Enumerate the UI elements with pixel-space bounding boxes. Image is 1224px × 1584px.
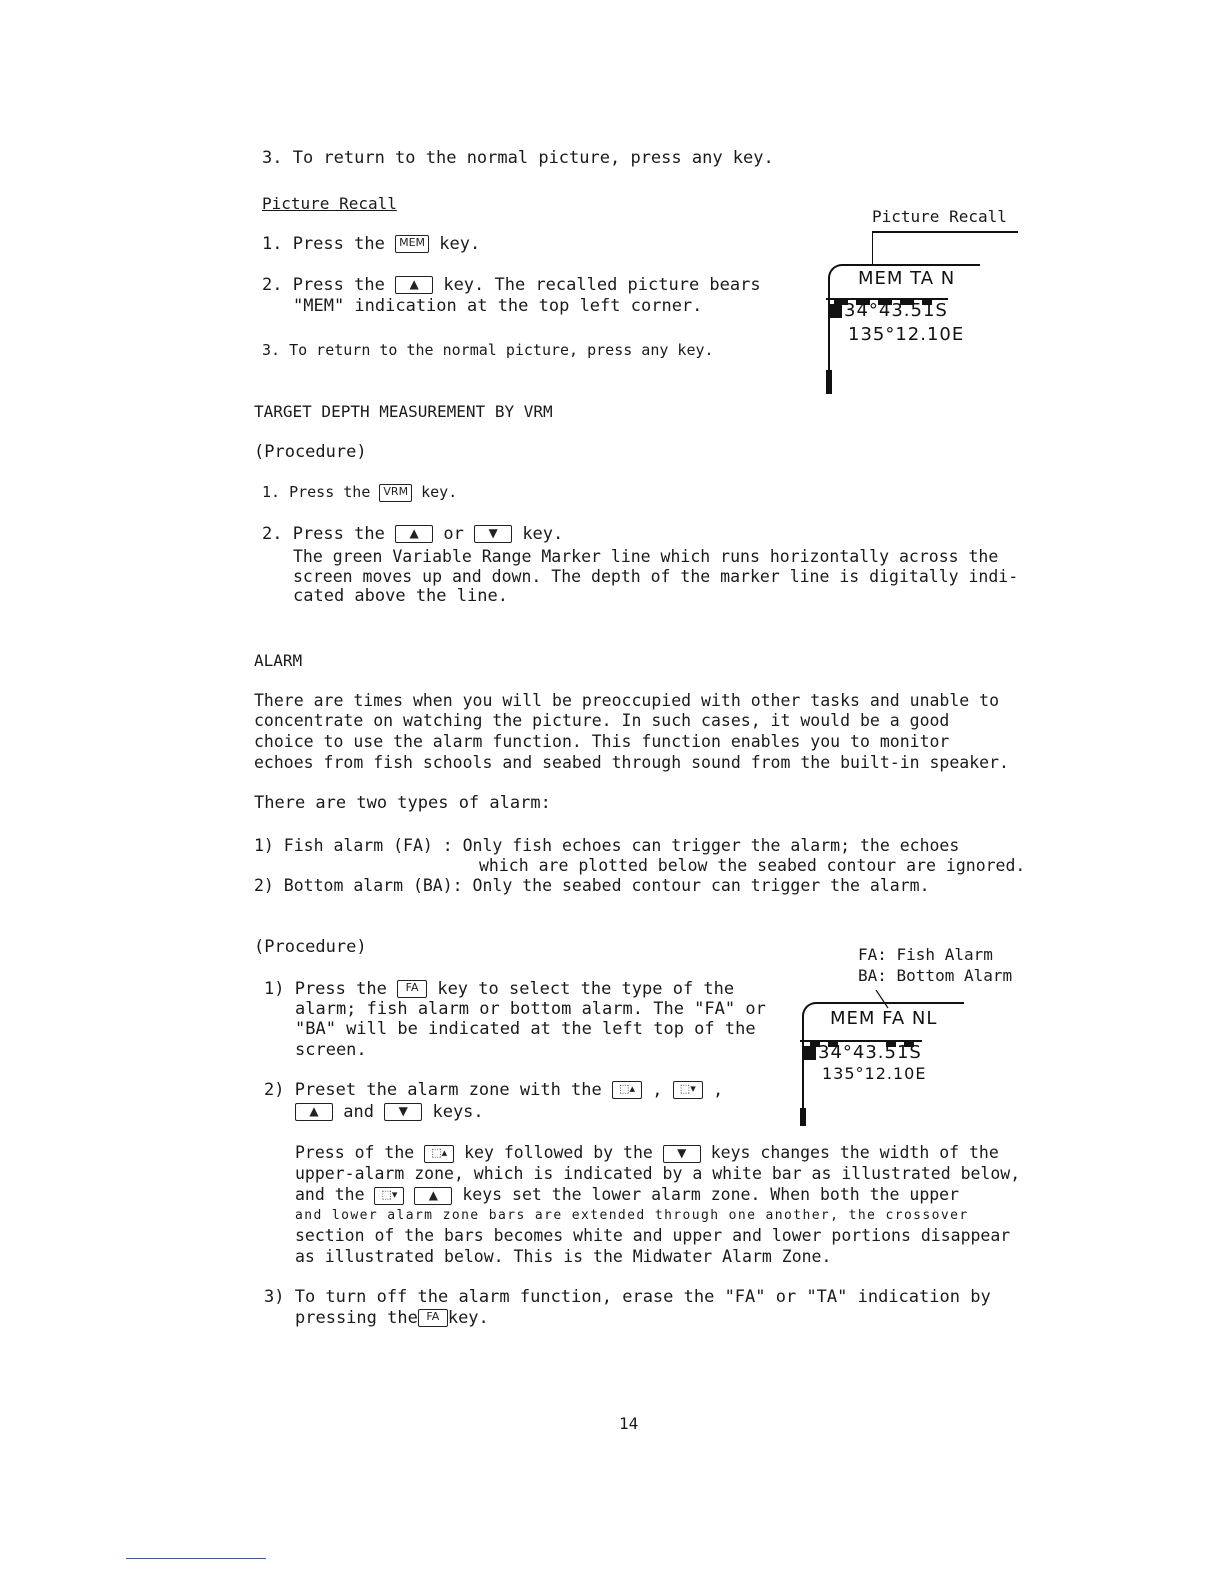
footer-rule [126, 1558, 266, 1559]
alarm-proc-step2 [264, 1080, 723, 1101]
zone-down-key-icon: ⬚▾ [673, 1081, 703, 1099]
step-text: 1. Press the [262, 483, 371, 501]
step-text: keys set the lower alarm zone. When both the upper [462, 1185, 960, 1204]
lcd-latitude [826, 298, 948, 321]
step-text: key. [522, 524, 564, 544]
picture-recall-step1 [262, 234, 480, 255]
fig-recall-lcd [820, 262, 980, 402]
lcd-longitude: 135°12.10E [848, 324, 965, 345]
step-text: 2) Preset the alarm zone with the [264, 1080, 602, 1100]
alarm-detail-line3 [295, 1184, 959, 1205]
target-depth-step2-line2: The green Variable Range Marker line which runs horizontally across the [293, 547, 999, 566]
alarm-proc-step1-line2: alarm; fish alarm or bottom alarm. The "FA" or [295, 999, 766, 1019]
alarm-para1-line1: There are times when you will be preoccupied with other tasks and unable to [254, 691, 1000, 710]
lcd-longitude: 135°12.10E [822, 1064, 927, 1083]
alarm-types-intro: There are two types of alarm: [254, 793, 551, 813]
alarm-detail-line2: upper-alarm zone, which is indicated by a white bar as illustrated below, [295, 1164, 1021, 1183]
step-text: keys. [432, 1102, 484, 1122]
picture-recall-heading: Picture Recall [262, 194, 397, 213]
target-depth-step2-line3: screen moves up and down. The depth of the marker line is digitally indi- [293, 567, 1019, 586]
alarm-proc-step2-line2 [295, 1102, 484, 1123]
lcd-depth-stub [800, 1108, 806, 1126]
lcd-title: MEM FA NL [830, 1008, 938, 1029]
up-key-icon: ▲ [395, 525, 433, 543]
lcd-marker [830, 304, 842, 318]
recall-intro-step3: 3. To return to the normal picture, press any key. [262, 148, 774, 168]
down-key-icon: ▼ [663, 1145, 701, 1163]
alarm-procedure: (Procedure) [254, 937, 367, 957]
alarm-proc-step1 [264, 979, 734, 1000]
alarm-para1-line4: echoes from fish schools and seabed through sound from the built-in speaker. [254, 753, 1009, 772]
fig-recall-label: Picture Recall [872, 207, 1007, 226]
zone-up-key-icon: ⬚▴ [612, 1081, 642, 1099]
target-depth-heading: TARGET DEPTH MEASUREMENT BY VRM [254, 402, 553, 421]
alarm-para1-line2: concentrate on watching the picture. In such cases, it would be a good [254, 711, 950, 730]
step-text: , [652, 1080, 663, 1100]
alarm-proc-step1-line4: screen. [295, 1040, 367, 1060]
alarm-proc-step1-line3: "BA" will be indicated at the left top of the [295, 1019, 756, 1039]
alarm-detail-line5: section of the bars becomes white and upper and lower portions disappear [295, 1226, 1011, 1245]
vrm-key-icon: VRM [379, 484, 412, 502]
alarm-type2: 2) Bottom alarm (BA): Only the seabed contour can trigger the alarm. [254, 876, 930, 895]
step-text: key. The recalled picture bears [443, 275, 761, 295]
alarm-detail-line1 [295, 1142, 999, 1163]
step-text: Press of the [295, 1143, 415, 1162]
target-depth-step2-line4: cated above the line. [293, 586, 508, 606]
fig-alarm-label2: BA: Bottom Alarm [858, 966, 1013, 985]
fa-key-icon: FA [397, 980, 427, 998]
step-text: key. [439, 234, 481, 254]
step-text: pressing the [295, 1308, 418, 1328]
alarm-detail-line4: and lower alarm zone bars are extended through one another, the crossover [295, 1208, 969, 1223]
down-key-icon: ▼ [384, 1103, 422, 1121]
down-key-icon: ▼ [474, 525, 512, 543]
step-text: and the [295, 1185, 365, 1204]
fig-recall-label-underline [872, 231, 1018, 233]
zone-up-key-icon: ⬚▴ [424, 1145, 454, 1163]
step-text: , [713, 1080, 724, 1100]
page-number: 14 [619, 1414, 639, 1433]
step-text: key. [421, 483, 458, 501]
mem-key-icon: MEM [395, 235, 429, 253]
step-text: key to select the type of the [437, 979, 735, 999]
step-text: or [443, 524, 464, 544]
lcd-alarm-bars [834, 290, 940, 296]
lcd-alarm-bars [810, 1032, 922, 1038]
alarm-para1-line3: choice to use the alarm function. This function enables you to monitor [254, 732, 950, 751]
step-text: key followed by the [464, 1143, 653, 1162]
zone-down-key-icon: ⬚▾ [374, 1187, 404, 1205]
step-text: key. [447, 1308, 489, 1328]
step-text: 2. Press the [262, 524, 385, 544]
fig-alarm-lcd [796, 990, 976, 1130]
step-text: 1. Press the [262, 234, 385, 254]
fig-alarm-label1: FA: Fish Alarm [858, 945, 993, 964]
up-key-icon: ▲ [414, 1187, 452, 1205]
lcd-latitude-value: 34°43.51S [818, 1042, 922, 1063]
step-text: 2. Press the [262, 275, 385, 295]
alarm-proc-step3: 3) To turn off the alarm function, erase the "FA" or "TA" indication by [264, 1287, 991, 1307]
lcd-latitude [800, 1040, 922, 1063]
alarm-heading: ALARM [254, 651, 303, 670]
up-key-icon: ▲ [395, 276, 433, 294]
lcd-depth-stub [826, 370, 832, 394]
alarm-proc-step3-line2 [295, 1308, 489, 1329]
picture-recall-step2-line2: "MEM" indication at the top left corner. [293, 296, 703, 316]
step-text: keys changes the width of the [710, 1143, 999, 1162]
step-text: 1) Press the [264, 979, 387, 999]
picture-recall-step3: 3. To return to the normal picture, press any key. [262, 341, 714, 359]
target-depth-step2 [262, 524, 563, 545]
target-depth-procedure: (Procedure) [254, 442, 367, 462]
picture-recall-step2 [262, 275, 761, 296]
alarm-type1-line1: 1) Fish alarm (FA) : Only fish echoes can trigger the alarm; the echoes [254, 836, 960, 855]
alarm-type1-line2: which are plotted below the seabed contour are ignored. [479, 856, 1026, 875]
target-depth-step1 [262, 482, 457, 503]
alarm-detail-line6: as illustrated below. This is the Midwater Alarm Zone. [295, 1247, 832, 1266]
lcd-marker [804, 1046, 816, 1060]
fa-key-icon: FA [418, 1309, 448, 1327]
lcd-title: MEM TA N [858, 268, 956, 289]
step-text: and [343, 1102, 374, 1122]
fig-recall-leader [872, 231, 873, 265]
up-key-icon: ▲ [295, 1103, 333, 1121]
lcd-latitude-value: 34°43.51S [844, 300, 948, 321]
